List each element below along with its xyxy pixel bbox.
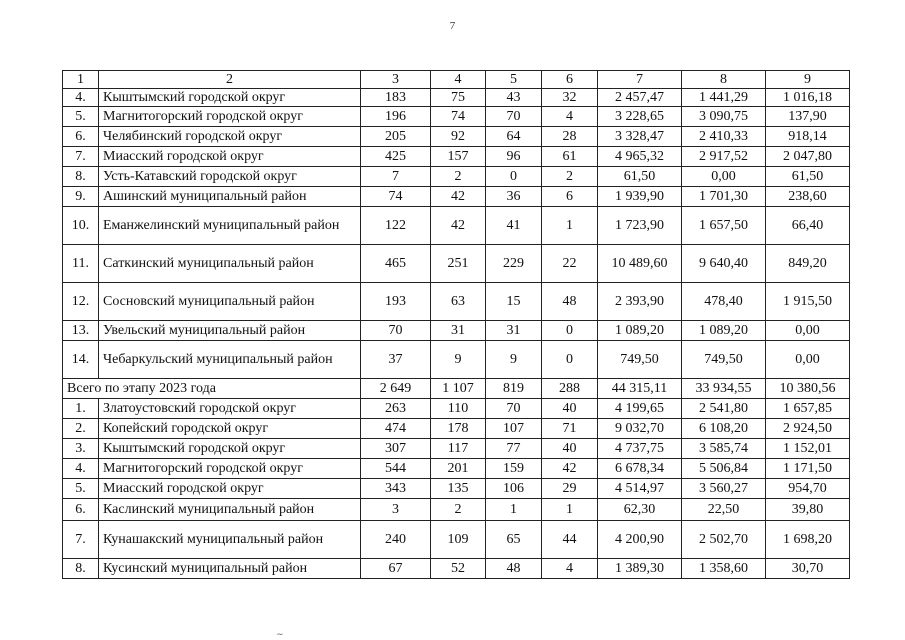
count-cell: 1	[542, 499, 598, 521]
count-cell: 205	[361, 127, 431, 147]
amount-cell: 30,70	[766, 559, 850, 579]
amount-cell: 4 199,65	[598, 399, 682, 419]
amount-cell: 33 934,55	[682, 379, 766, 399]
count-cell: 71	[542, 419, 598, 439]
count-cell: 0	[542, 321, 598, 341]
count-cell: 240	[361, 521, 431, 559]
table-row	[63, 559, 850, 579]
count-cell: 229	[486, 245, 542, 283]
amount-cell: 10 489,60	[598, 245, 682, 283]
amount-cell: 137,90	[766, 107, 850, 127]
amount-cell: 749,50	[598, 341, 682, 379]
municipality-name: Кыштымский городской округ	[99, 89, 361, 107]
row-number: 1.	[63, 399, 99, 419]
count-cell: 196	[361, 107, 431, 127]
amount-cell: 9 032,70	[598, 419, 682, 439]
count-cell: 36	[486, 187, 542, 207]
table-row	[63, 341, 850, 379]
table-row	[63, 321, 850, 341]
amount-cell: 3 328,47	[598, 127, 682, 147]
municipality-name: Каслинский муниципальный район	[99, 499, 361, 521]
amount-cell: 2 541,80	[682, 399, 766, 419]
table-row	[63, 521, 850, 559]
count-cell: 7	[361, 167, 431, 187]
amount-cell: 1 657,50	[682, 207, 766, 245]
count-cell: 0	[542, 341, 598, 379]
table-row	[63, 439, 850, 459]
municipality-name: Челябинский городской округ	[99, 127, 361, 147]
amount-cell: 749,50	[682, 341, 766, 379]
count-cell: 9	[431, 341, 486, 379]
count-cell: 135	[431, 479, 486, 499]
municipality-name: Кусинский муниципальный район	[99, 559, 361, 579]
count-cell: 42	[431, 207, 486, 245]
total-label: Всего по этапу 2023 года	[63, 379, 361, 399]
col-3-header: 3	[361, 71, 431, 89]
amount-cell: 4 514,97	[598, 479, 682, 499]
count-cell: 42	[542, 459, 598, 479]
municipality-name: Усть-Катавский городской округ	[99, 167, 361, 187]
row-number: 4.	[63, 459, 99, 479]
count-cell: 1	[486, 499, 542, 521]
row-number: 6.	[63, 499, 99, 521]
row-number: 8.	[63, 167, 99, 187]
count-cell: 15	[486, 283, 542, 321]
count-cell: 2	[431, 499, 486, 521]
count-cell: 201	[431, 459, 486, 479]
municipality-name: Магнитогорский городской округ	[99, 459, 361, 479]
amount-cell: 61,50	[598, 167, 682, 187]
amount-cell: 0,00	[682, 167, 766, 187]
count-cell: 465	[361, 245, 431, 283]
row-number: 8.	[63, 559, 99, 579]
count-cell: 42	[431, 187, 486, 207]
count-cell: 74	[431, 107, 486, 127]
count-cell: 40	[542, 439, 598, 459]
count-cell: 193	[361, 283, 431, 321]
amount-cell: 918,14	[766, 127, 850, 147]
count-cell: 44	[542, 521, 598, 559]
amount-cell: 1 016,18	[766, 89, 850, 107]
count-cell: 9	[486, 341, 542, 379]
row-number: 7.	[63, 147, 99, 167]
count-cell: 92	[431, 127, 486, 147]
amount-cell: 1 698,20	[766, 521, 850, 559]
table-row	[63, 419, 850, 439]
count-cell: 61	[542, 147, 598, 167]
count-cell: 4	[542, 107, 598, 127]
row-number: 10.	[63, 207, 99, 245]
count-cell: 263	[361, 399, 431, 419]
municipality-name: Кыштымский городской округ	[99, 439, 361, 459]
amount-cell: 2 410,33	[682, 127, 766, 147]
amount-cell: 62,30	[598, 499, 682, 521]
count-cell: 178	[431, 419, 486, 439]
amount-cell: 1 358,60	[682, 559, 766, 579]
amount-cell: 6 678,34	[598, 459, 682, 479]
count-cell: 1 107	[431, 379, 486, 399]
count-cell: 22	[542, 245, 598, 283]
row-number: 14.	[63, 341, 99, 379]
amount-cell: 1 939,90	[598, 187, 682, 207]
count-cell: 109	[431, 521, 486, 559]
row-number: 6.	[63, 127, 99, 147]
municipality-name: Сосновский муниципальный район	[99, 283, 361, 321]
amount-cell: 2 924,50	[766, 419, 850, 439]
count-cell: 3	[361, 499, 431, 521]
count-cell: 819	[486, 379, 542, 399]
municipality-name: Чебаркульский муниципальный район	[99, 341, 361, 379]
amount-cell: 3 585,74	[682, 439, 766, 459]
municipality-name: Магнитогорский городской округ	[99, 107, 361, 127]
col-5-header: 5	[486, 71, 542, 89]
count-cell: 37	[361, 341, 431, 379]
amount-cell: 1 089,20	[598, 321, 682, 341]
count-cell: 31	[486, 321, 542, 341]
count-cell: 29	[542, 479, 598, 499]
row-number: 12.	[63, 283, 99, 321]
amount-cell: 1 701,30	[682, 187, 766, 207]
count-cell: 544	[361, 459, 431, 479]
count-cell: 2 649	[361, 379, 431, 399]
table-row	[63, 107, 850, 127]
count-cell: 48	[486, 559, 542, 579]
row-number: 2.	[63, 419, 99, 439]
count-cell: 110	[431, 399, 486, 419]
amount-cell: 238,60	[766, 187, 850, 207]
table-row	[63, 207, 850, 245]
amount-cell: 4 737,75	[598, 439, 682, 459]
count-cell: 40	[542, 399, 598, 419]
count-cell: 117	[431, 439, 486, 459]
count-cell: 343	[361, 479, 431, 499]
col-4-header: 4	[431, 71, 486, 89]
count-cell: 6	[542, 187, 598, 207]
total-row	[63, 379, 850, 399]
amount-cell: 0,00	[766, 341, 850, 379]
count-cell: 2	[542, 167, 598, 187]
table-row	[63, 283, 850, 321]
count-cell: 157	[431, 147, 486, 167]
amount-cell: 6 108,20	[682, 419, 766, 439]
count-cell: 1	[542, 207, 598, 245]
col-2-header: 2	[99, 71, 361, 89]
amount-cell: 849,20	[766, 245, 850, 283]
count-cell: 159	[486, 459, 542, 479]
municipality-name: Еманжелинский муниципальный район	[99, 207, 361, 245]
row-number: 13.	[63, 321, 99, 341]
count-cell: 48	[542, 283, 598, 321]
table-row	[63, 89, 850, 107]
table-row	[63, 127, 850, 147]
table-row	[63, 499, 850, 521]
count-cell: 41	[486, 207, 542, 245]
count-cell: 77	[486, 439, 542, 459]
amount-cell: 4 965,32	[598, 147, 682, 167]
count-cell: 425	[361, 147, 431, 167]
amount-cell: 10 380,56	[766, 379, 850, 399]
row-number: 3.	[63, 439, 99, 459]
amount-cell: 2 502,70	[682, 521, 766, 559]
count-cell: 32	[542, 89, 598, 107]
amount-cell: 3 090,75	[682, 107, 766, 127]
municipality-name: Копейский городской округ	[99, 419, 361, 439]
amount-cell: 44 315,11	[598, 379, 682, 399]
amount-cell: 1 441,29	[682, 89, 766, 107]
municipality-name: Увельский муниципальный район	[99, 321, 361, 341]
count-cell: 70	[361, 321, 431, 341]
amount-cell: 1 915,50	[766, 283, 850, 321]
table-row	[63, 187, 850, 207]
count-cell: 288	[542, 379, 598, 399]
col-9-header: 9	[766, 71, 850, 89]
amount-cell: 66,40	[766, 207, 850, 245]
count-cell: 183	[361, 89, 431, 107]
count-cell: 251	[431, 245, 486, 283]
col-1-header: 1	[63, 71, 99, 89]
amount-cell: 1 089,20	[682, 321, 766, 341]
amount-cell: 478,40	[682, 283, 766, 321]
row-number: 5.	[63, 479, 99, 499]
count-cell: 4	[542, 559, 598, 579]
col-8-header: 8	[682, 71, 766, 89]
count-cell: 75	[431, 89, 486, 107]
table-row	[63, 167, 850, 187]
row-number: 9.	[63, 187, 99, 207]
table-row	[63, 399, 850, 419]
amount-cell: 2 393,90	[598, 283, 682, 321]
amount-cell: 0,00	[766, 321, 850, 341]
count-cell: 107	[486, 419, 542, 439]
amount-cell: 3 228,65	[598, 107, 682, 127]
count-cell: 2	[431, 167, 486, 187]
count-cell: 106	[486, 479, 542, 499]
count-cell: 67	[361, 559, 431, 579]
count-cell: 70	[486, 107, 542, 127]
row-number: 5.	[63, 107, 99, 127]
amount-cell: 2 047,80	[766, 147, 850, 167]
count-cell: 65	[486, 521, 542, 559]
table-row	[63, 459, 850, 479]
amount-cell: 9 640,40	[682, 245, 766, 283]
count-cell: 74	[361, 187, 431, 207]
row-number: 4.	[63, 89, 99, 107]
amount-cell: 954,70	[766, 479, 850, 499]
col-7-header: 7	[598, 71, 682, 89]
amount-cell: 1 657,85	[766, 399, 850, 419]
page-number: 7	[449, 20, 456, 32]
table-row	[63, 479, 850, 499]
count-cell: 64	[486, 127, 542, 147]
amount-cell: 39,80	[766, 499, 850, 521]
municipality-name: Саткинский муниципальный район	[99, 245, 361, 283]
count-cell: 96	[486, 147, 542, 167]
amount-cell: 2 457,47	[598, 89, 682, 107]
count-cell: 70	[486, 399, 542, 419]
table-row	[63, 147, 850, 167]
amount-cell: 1 389,30	[598, 559, 682, 579]
count-cell: 63	[431, 283, 486, 321]
amount-cell: 1 152,01	[766, 439, 850, 459]
amount-cell: 1 171,50	[766, 459, 850, 479]
count-cell: 31	[431, 321, 486, 341]
count-cell: 122	[361, 207, 431, 245]
municipality-name: Ашинский муниципальный район	[99, 187, 361, 207]
count-cell: 0	[486, 167, 542, 187]
row-number: 11.	[63, 245, 99, 283]
municipality-name: Миасский городской округ	[99, 479, 361, 499]
amount-cell: 2 917,52	[682, 147, 766, 167]
count-cell: 43	[486, 89, 542, 107]
column-number-row	[63, 71, 850, 89]
amount-cell: 3 560,27	[682, 479, 766, 499]
count-cell: 28	[542, 127, 598, 147]
amount-cell: 1 723,90	[598, 207, 682, 245]
col-6-header: 6	[542, 71, 598, 89]
amount-cell: 4 200,90	[598, 521, 682, 559]
row-number: 7.	[63, 521, 99, 559]
count-cell: 474	[361, 419, 431, 439]
amount-cell: 5 506,84	[682, 459, 766, 479]
table-row	[63, 245, 850, 283]
municipality-name: Кунашакский муниципальный район	[99, 521, 361, 559]
table-body	[63, 71, 850, 579]
count-cell: 307	[361, 439, 431, 459]
municipality-name: Златоустовский городской округ	[99, 399, 361, 419]
amount-cell: 61,50	[766, 167, 850, 187]
municipality-name: Миасский городской округ	[99, 147, 361, 167]
scan-mark: ∼	[276, 629, 284, 639]
data-table	[62, 70, 850, 579]
count-cell: 52	[431, 559, 486, 579]
amount-cell: 22,50	[682, 499, 766, 521]
